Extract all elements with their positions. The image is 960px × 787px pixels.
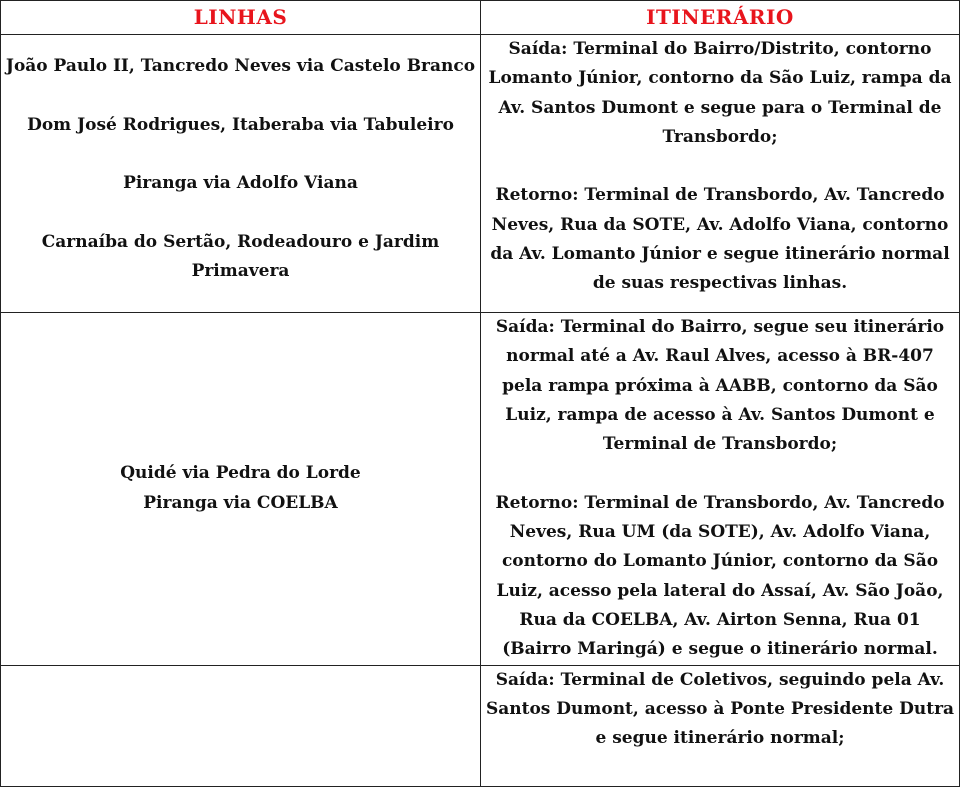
return-route: Terminal de Transbordo, Av. Tancredo Neves, Rua UM (da SOTE), Av. Adolfo Viana, contorno do Lomanto Júnior, contorno da São Luiz, acesso pela lateral do Assaí, Av. São João, Rua da COELBA, Av. Airton Senna, Rua 01 (Bairro Maringá) e segue o itinerário normal.: [496, 492, 945, 660]
departure-text: [485, 313, 955, 459]
lines-cell: [1, 35, 481, 313]
table-row: [1, 313, 960, 666]
departure-text: [485, 35, 955, 152]
return-text: [485, 181, 955, 298]
route-cell: [481, 313, 960, 666]
lines-header: LINHAS: [1, 1, 481, 35]
route-cell: [481, 35, 960, 313]
line-name: Quidé via Pedra do Lorde: [120, 463, 361, 484]
route-header: ITINERÁRIO: [481, 1, 960, 35]
line-name: Dom José Rodrigues, Itaberaba via Tabuleiro: [27, 114, 454, 135]
departure-route: Terminal de Coletivos, seguindo pela Av. Santos Dumont, acesso à Ponte Presidente Dutra e segue itinerário normal;: [485, 669, 955, 749]
return-label: Retorno:: [495, 185, 579, 206]
header-row: [1, 1, 960, 35]
return-text: [485, 489, 955, 665]
table-row: [1, 665, 960, 786]
departure-label: Saída:: [508, 39, 568, 59]
return-route: Terminal de Transbordo, Av. Tancredo Neves, Rua da SOTE, Av. Adolfo Viana, contorno da Av. Lomanto Júnior e segue itinerário normal de suas respectivas linhas.: [490, 185, 950, 294]
return-label: Retorno:: [495, 492, 579, 513]
table-row: [1, 35, 960, 313]
line-name: Piranga via COELBA: [143, 492, 338, 513]
departure-label: Saída:: [495, 317, 555, 337]
departure-route: Terminal do Bairro, segue seu itinerário normal até a Av. Raul Alves, acesso à BR-407 pela rampa próxima à AABB, contorno da São Luiz, rampa de acesso à Av. Santos Dumont e Terminal de Transbordo;: [502, 317, 945, 455]
route-cell: [481, 665, 960, 786]
line-name: João Paulo II, Tancredo Neves via Castelo Branco: [5, 56, 476, 76]
departure-text: [485, 666, 955, 754]
line-name: Piranga via Adolfo Viana: [123, 173, 358, 194]
departure-route: Terminal do Bairro/Distrito, contorno Lomanto Júnior, contorno da São Luiz, rampa da Av. Santos Dumont e segue para o Terminal de Transbordo;: [488, 39, 952, 147]
line-name: Carnaíba do Sertão, Rodeadouro e Jardim Primavera: [41, 231, 440, 282]
lines-cell: [1, 313, 481, 666]
departure-label: Saída:: [495, 669, 555, 690]
lines-cell: [1, 665, 481, 786]
